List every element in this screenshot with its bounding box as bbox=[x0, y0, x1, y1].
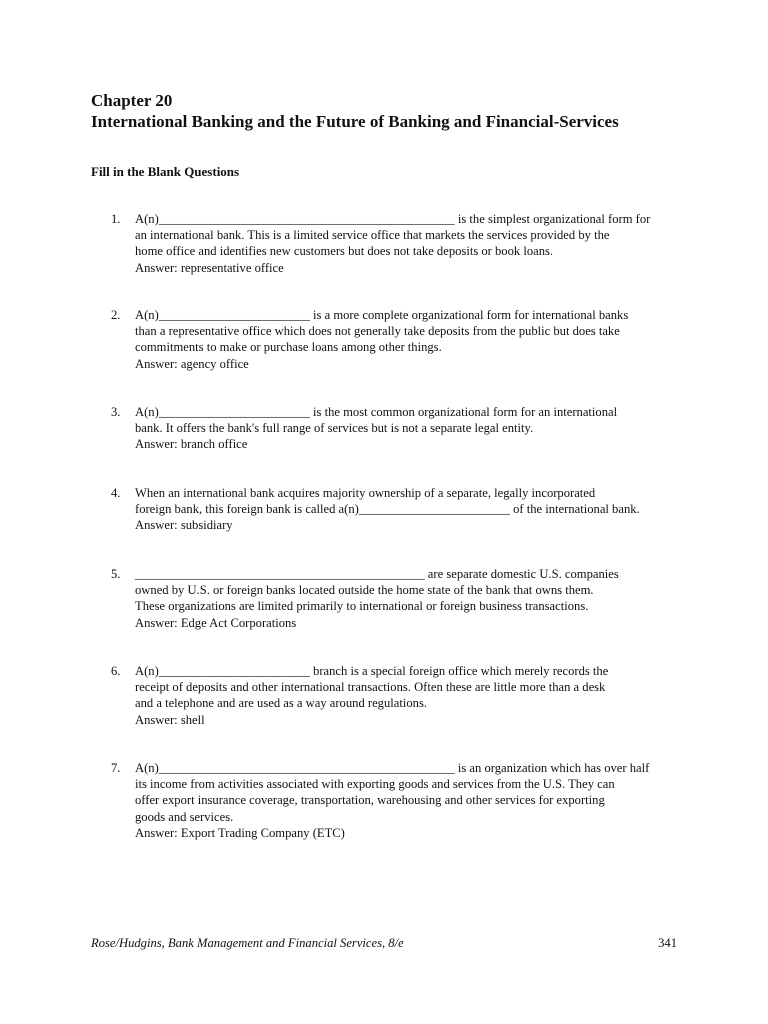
answer-line: Answer: Export Trading Company (ETC) bbox=[135, 825, 345, 840]
question-line: A(n)________________________ is a more complete organizational form for international banks bbox=[135, 308, 629, 322]
question-text bbox=[135, 760, 701, 841]
answer-line: Answer: subsidiary bbox=[135, 518, 233, 533]
question-text bbox=[135, 566, 701, 631]
question-line: A(n)________________________ branch is a special foreign office which merely records the bbox=[135, 664, 609, 678]
answer-line: Answer: branch office bbox=[135, 437, 248, 452]
question-line: A(n)_______________________________________________ is the simplest organizational form for bbox=[135, 212, 651, 226]
question-text bbox=[135, 663, 701, 728]
question-number: 5. bbox=[111, 567, 121, 581]
section-title: Fill in the Blank Questions bbox=[91, 164, 240, 179]
chapter-heading bbox=[91, 90, 731, 132]
question-line: ______________________________________________ are separate domestic U.S. companies bbox=[135, 567, 619, 581]
question-line: receipt of deposits and other international transactions. Often these are little more than a desk bbox=[135, 680, 606, 695]
question-line: foreign bank, this foreign bank is called a(n)________________________ of the international bank. bbox=[135, 502, 640, 517]
answer-line: Answer: representative office bbox=[135, 260, 284, 275]
chapter-title: Chapter 20 bbox=[91, 91, 173, 110]
question-line: When an international bank acquires majority ownership of a separate, legally incorporated bbox=[135, 486, 596, 500]
question-line: A(n)________________________ is the most common organizational form for an international bbox=[135, 405, 618, 419]
question-number: 3. bbox=[111, 405, 121, 419]
question-number: 2. bbox=[111, 308, 121, 322]
question-line: its income from activities associated with exporting goods and services from the U.S. They can bbox=[135, 777, 615, 792]
question-line: These organizations are limited primarily to international or foreign business transactions. bbox=[135, 599, 589, 614]
question-line: an international bank. This is a limited service office that markets the services provided by the bbox=[135, 228, 610, 243]
question-line: commitments to make or purchase loans among other things. bbox=[135, 340, 442, 355]
question-text bbox=[135, 485, 701, 534]
question-line: than a representative office which does not generally take deposits from the public but does take bbox=[135, 324, 620, 339]
question-number: 6. bbox=[111, 664, 121, 678]
question-line: and a telephone and are used as a way around regulations. bbox=[135, 696, 427, 711]
question-text bbox=[135, 404, 701, 453]
question-number: 4. bbox=[111, 486, 121, 500]
answer-line: Answer: shell bbox=[135, 712, 205, 727]
question-number: 1. bbox=[111, 212, 121, 226]
question-line: home office and identifies new customers but does not take deposits or book loans. bbox=[135, 244, 554, 259]
answer-line: Answer: Edge Act Corporations bbox=[135, 615, 297, 630]
question-line: goods and services. bbox=[135, 809, 234, 824]
question-line: A(n)_______________________________________________ is an organization which has over half bbox=[135, 761, 650, 775]
question-line: owned by U.S. or foreign banks located outside the home state of the bank that owns them. bbox=[135, 583, 594, 598]
question-number: 7. bbox=[111, 761, 121, 775]
question-line: offer export insurance coverage, transportation, warehousing and other services for exporting bbox=[135, 793, 605, 808]
chapter-subtitle: International Banking and the Future of Banking and Financial-Services bbox=[91, 112, 619, 131]
answer-line: Answer: agency office bbox=[135, 356, 249, 371]
question-text bbox=[135, 307, 701, 372]
question-text bbox=[135, 211, 701, 276]
question-line: bank. It offers the bank's full range of services but is not a separate legal entity. bbox=[135, 421, 534, 436]
footer-source: Rose/Hudgins, Bank Management and Financial Services, 8/e bbox=[91, 936, 404, 950]
page-number: 341 bbox=[658, 936, 677, 950]
